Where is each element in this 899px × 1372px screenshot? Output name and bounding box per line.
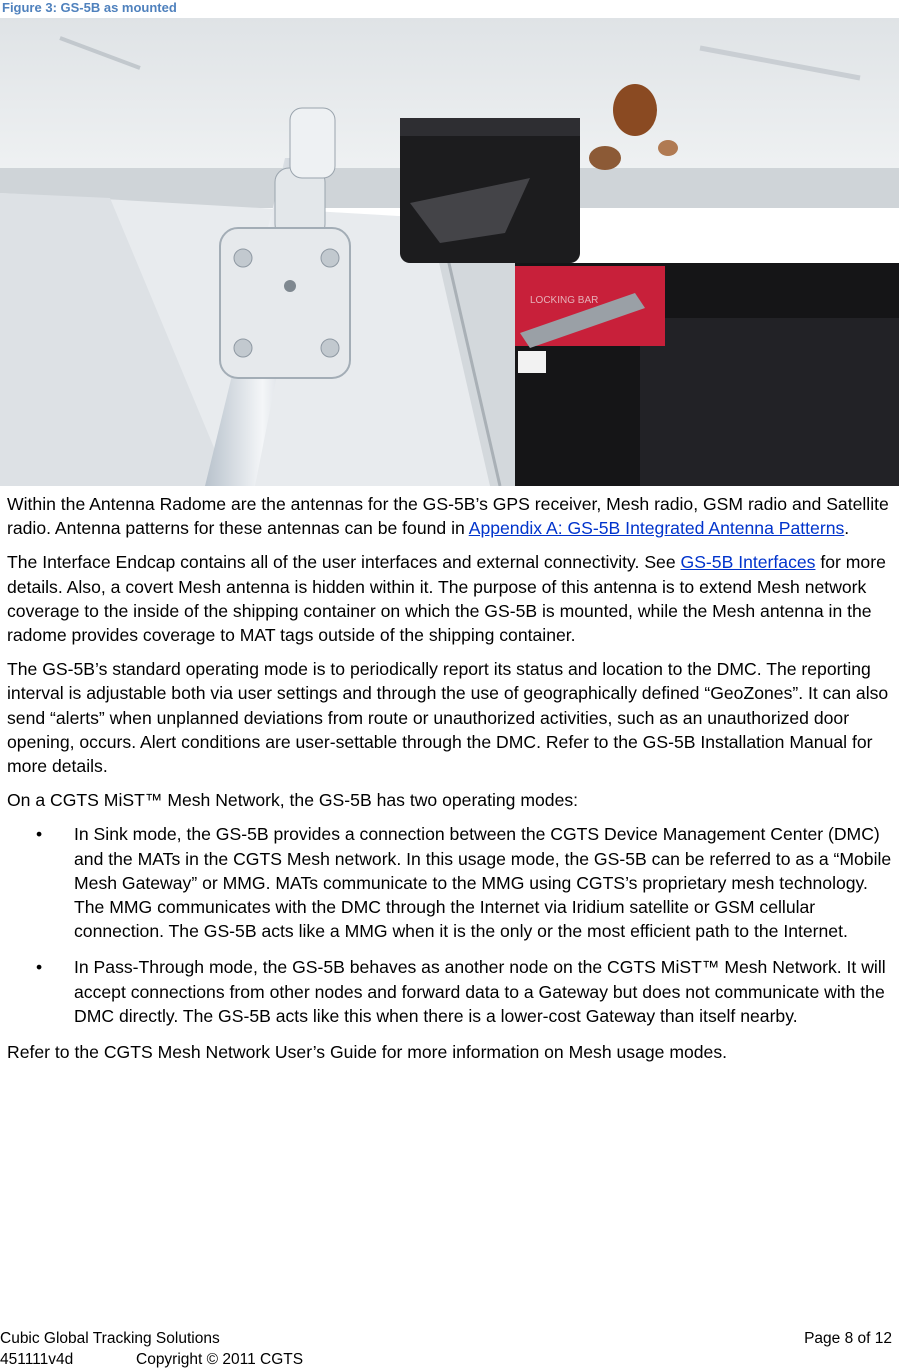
- paragraph-interface-endcap: The Interface Endcap contains all of the user interfaces and external connectivity. See GS-5B Interfaces for more details. Also, a covert Mesh antenna is hidden within it. The purpose of this antenna is to extend Mesh network coverage to the inside of the shipping container on which the GS-5B is mounted, while the Mesh antenna in the radome provides coverage to MAT tags outside of the shipping container.: [7, 552, 886, 646]
- svg-text:LOCKING BAR: LOCKING BAR: [530, 295, 599, 306]
- footer-copyright: Copyright © 2011 CGTS: [136, 1351, 304, 1368]
- paragraph-operating-mode: The GS-5B’s standard operating mode is to periodically report its status and location to the DMC. The reporting interval is adjustable both via user settings and through the use of geographically defined “GeoZones”. It can also send “alerts” when unplanned deviations from route or unauthorized activities, such as an unauthorized door opening, occurs. Alert conditions are user-settable through the DMC. Refer to the GS-5B Installation Manual for more details.: [7, 659, 889, 777]
- link-appendix-a[interactable]: Appendix A: GS-5B Integrated Antenna Patterns: [468, 518, 845, 539]
- figure-caption: Figure 3: GS-5B as mounted: [2, 0, 177, 15]
- bullet-icon: •: [36, 957, 43, 978]
- gs5b-mounted-photo: [0, 18, 899, 486]
- mode-list: [7, 822, 895, 1028]
- paragraph-refer-guide: Refer to the CGTS Mesh Network User’s Guide for more information on Mesh usage modes.: [7, 1042, 728, 1063]
- figure-photo: [0, 18, 899, 486]
- body-text: [7, 492, 895, 1074]
- paragraph-antenna-radome: Within the Antenna Radome are the antennas for the GS-5B’s GPS receiver, Mesh radio, GSM radio and Satellite radio. Antenna patterns for these antennas can be found in Appendix A: GS-5B Integrated Antenna Patterns.: [7, 494, 889, 539]
- list-item-sink-mode: • In Sink mode, the GS-5B provides a connection between the CGTS Device Management Center (DMC) and the MATs in the CGTS Mesh network. In this usage mode, the GS-5B can be referred to as a “Mobile Mesh Gateway” or MMG. MATs communicate to the MMG using CGTS’s proprietary mesh technology. The MMG communicates with the DMC through the Internet via Iridium satellite or GSM cellular connection. The GS-5B acts like a MMG when it is the only or the most efficient path to the Internet.: [36, 824, 892, 942]
- footer-company: Cubic Global Tracking Solutions: [0, 1330, 220, 1347]
- bullet-icon: •: [36, 824, 43, 845]
- footer-page-number: Page 8 of 12: [804, 1330, 892, 1347]
- paragraph-mesh-modes-intro: On a CGTS MiST™ Mesh Network, the GS-5B has two operating modes:: [7, 790, 579, 811]
- list-item-pass-through-mode: • In Pass-Through mode, the GS-5B behaves as another node on the CGTS MiST™ Mesh Network. It will accept connections from other nodes and forward data to a Gateway but does not communicate with the DMC directly. The GS-5B acts like this when there is a lower-cost Gateway than itself nearby.: [36, 957, 886, 1026]
- link-gs5b-interfaces[interactable]: GS-5B Interfaces: [680, 552, 816, 573]
- footer-doc-id: 451111v4d: [0, 1351, 74, 1368]
- rust-patch: [613, 84, 657, 136]
